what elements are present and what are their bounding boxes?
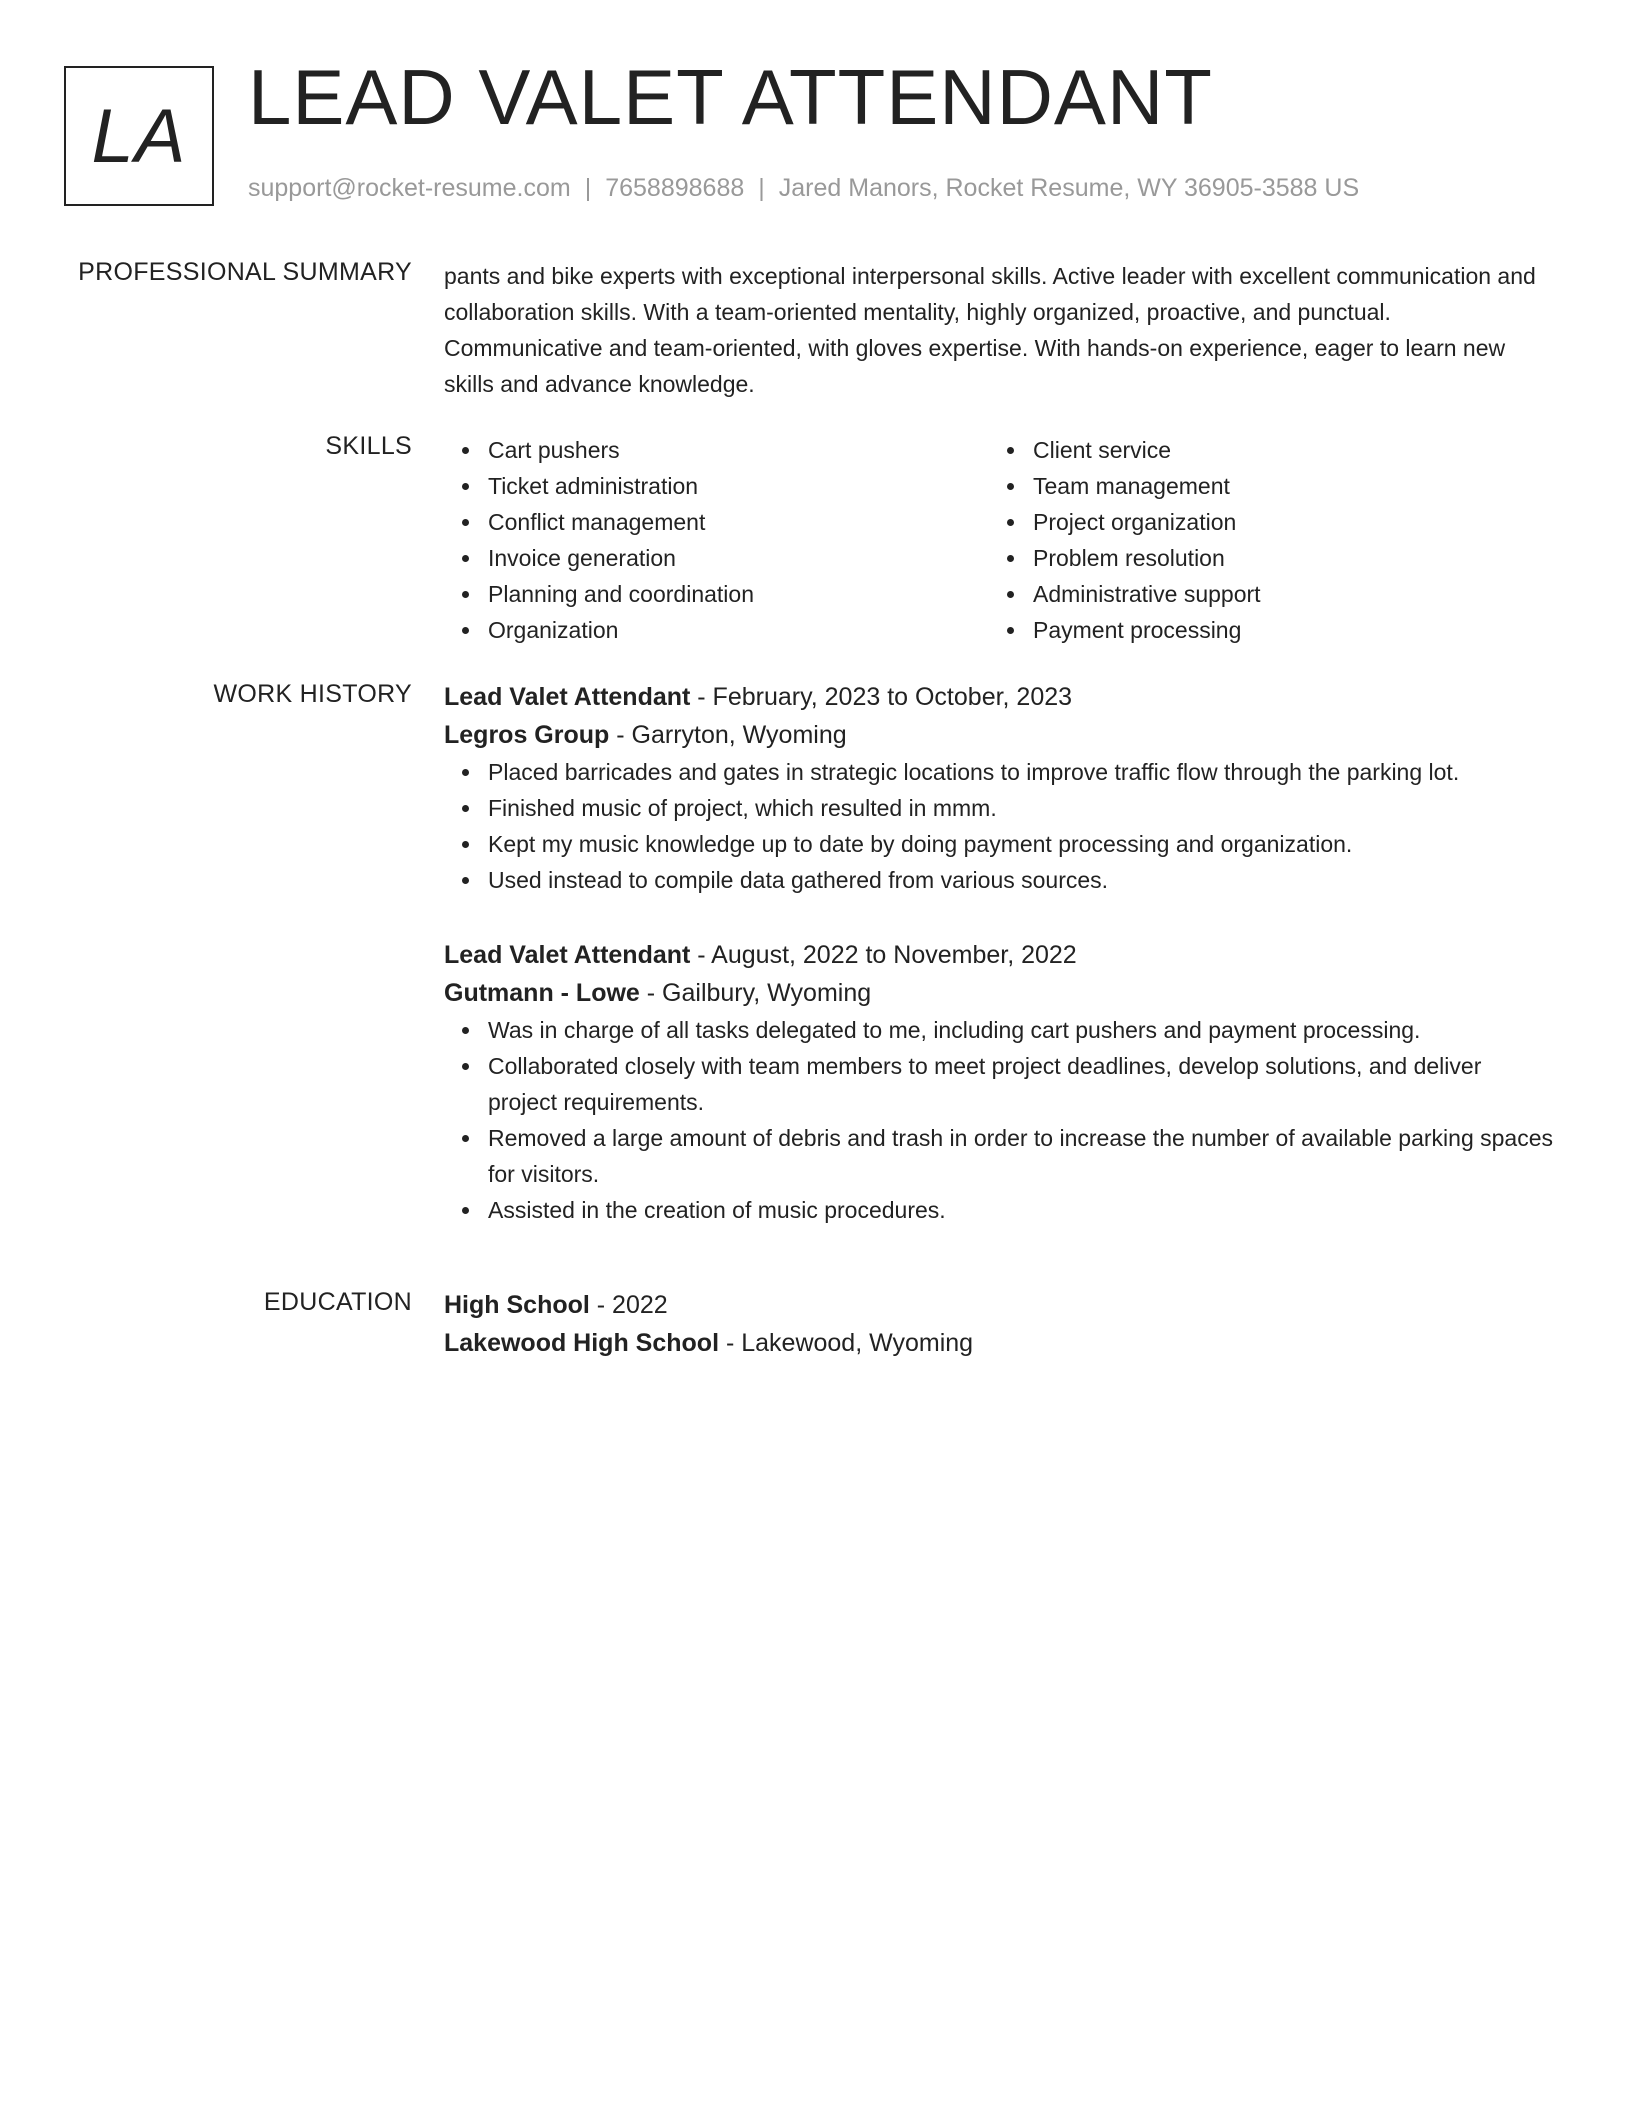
skill-item: Invoice generation	[488, 540, 989, 576]
skill-item: Project organization	[1033, 504, 1534, 540]
work-history-heading: WORK HISTORY	[213, 680, 412, 708]
education-degree-line	[444, 1286, 1554, 1324]
job-title: Lead Valet Attendant	[444, 941, 691, 969]
job-bullet: Assisted in the creation of music procedures.	[488, 1192, 1554, 1228]
skill-item: Conflict management	[488, 504, 989, 540]
job-company-line	[444, 716, 1554, 754]
skill-item: Organization	[488, 612, 989, 648]
skill-item: Team management	[1033, 468, 1534, 504]
job-bullets	[444, 1012, 1554, 1228]
skill-item: Planning and coordination	[488, 576, 989, 612]
contact-line	[248, 174, 1359, 203]
education-degree: High School	[444, 1291, 590, 1319]
job-bullet: Used instead to compile data gathered from various sources.	[488, 862, 1554, 898]
skill-item: Problem resolution	[1033, 540, 1534, 576]
contact-email: support@rocket-resume.com	[248, 174, 571, 202]
job-bullet: Finished music of project, which resulted in mmm.	[488, 790, 1554, 826]
skill-item: Ticket administration	[488, 468, 989, 504]
skills-column-left	[444, 432, 989, 648]
skills-body	[444, 432, 1554, 648]
education-location: - Lakewood, Wyoming	[719, 1329, 974, 1357]
job-company: Legros Group	[444, 721, 610, 749]
education-school-line	[444, 1324, 1554, 1362]
education-year: - 2022	[589, 1291, 668, 1319]
job-entry	[444, 936, 1554, 1228]
job-dates: - August, 2022 to November, 2022	[690, 941, 1077, 969]
job-entry	[444, 678, 1554, 898]
job-company-line	[444, 974, 1554, 1012]
job-bullets	[444, 754, 1554, 898]
candidate-name: LEAD VALET ATTENDANT	[248, 53, 1213, 141]
job-bullet: Was in charge of all tasks delegated to me, including cart pushers and payment processing.	[488, 1012, 1554, 1048]
job-bullet: Kept my music knowledge up to date by doing payment processing and organization.	[488, 826, 1554, 862]
skill-item: Administrative support	[1033, 576, 1534, 612]
contact-phone: 7658898688	[605, 174, 745, 202]
skills-column-right	[989, 432, 1534, 648]
job-bullet: Collaborated closely with team members to meet project deadlines, develop solutions, and deliver project requirements.	[488, 1048, 1554, 1120]
job-dates: - February, 2023 to October, 2023	[690, 683, 1073, 711]
job-title: Lead Valet Attendant	[444, 683, 691, 711]
job-location: - Garryton, Wyoming	[609, 721, 847, 749]
summary-body	[444, 258, 1554, 402]
education-heading: EDUCATION	[263, 1288, 412, 1316]
job-title-line	[444, 678, 1554, 716]
contact-address: Jared Manors, Rocket Resume, WY 36905-3588 US	[778, 174, 1360, 202]
job-company: Gutmann - Lowe	[444, 979, 640, 1007]
summary-heading: PROFESSIONAL SUMMARY	[78, 258, 412, 286]
job-title-line	[444, 936, 1554, 974]
skill-item: Payment processing	[1033, 612, 1534, 648]
contact-separator: |	[758, 174, 765, 202]
education-body	[444, 1286, 1554, 1362]
contact-separator: |	[584, 174, 592, 202]
skill-item: Cart pushers	[488, 432, 989, 468]
education-school: Lakewood High School	[444, 1329, 720, 1357]
skills-heading: SKILLS	[325, 432, 412, 460]
job-bullet: Removed a large amount of debris and trash in order to increase the number of available parking spaces for visitors.	[488, 1120, 1554, 1192]
monogram-badge: LA	[64, 66, 214, 206]
work-history-body	[444, 678, 1554, 1228]
job-bullet: Placed barricades and gates in strategic locations to improve traffic flow through the parking lot.	[488, 754, 1554, 790]
skill-item: Client service	[1033, 432, 1534, 468]
summary-text: pants and bike experts with exceptional interpersonal skills. Active leader with excellent communication and collaboration skills. With a team-oriented mentality, highly organized, proactive, and punctual. Communicative and team-oriented, with gloves expertise. With hands-on experience, eager to learn new skills and advance knowledge.	[444, 263, 1536, 397]
job-location: - Gailbury, Wyoming	[639, 979, 872, 1007]
